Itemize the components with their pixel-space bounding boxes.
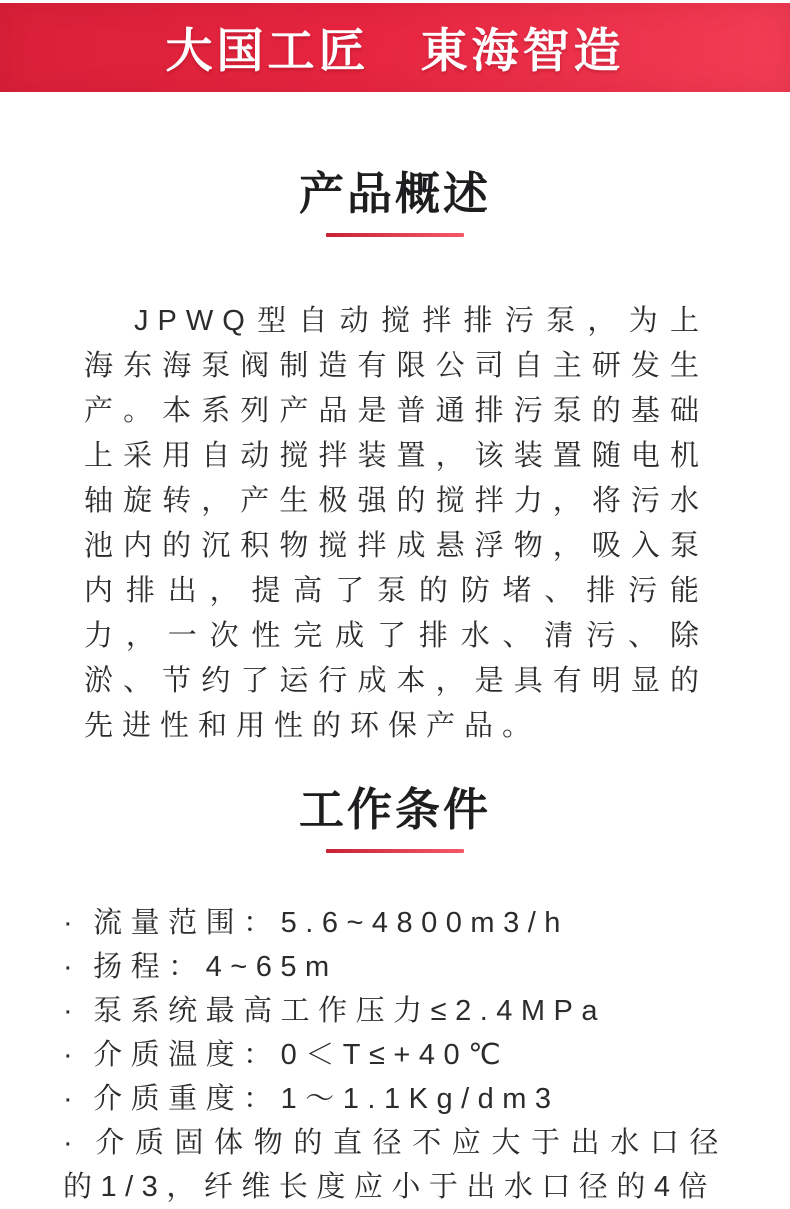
list-item [63, 1077, 727, 1121]
condition-medium-temperature: 介质温度：0＜T≤+40℃ [93, 1039, 510, 1071]
condition-head: 扬程：4~65m [93, 951, 338, 983]
bullet-marker: · [63, 1039, 82, 1071]
banner-title: 大国工匠 東海智造 [165, 24, 625, 77]
bullet-marker: · [63, 1127, 82, 1159]
conditions-section-title: 工作条件 [298, 784, 491, 835]
condition-solid-size: 介质固体物的直径不应大于出水口径的1/3，纤维长度应小于出水口径的4倍 [63, 1127, 727, 1203]
section-working-conditions [0, 784, 790, 1209]
list-item [63, 945, 727, 989]
conditions-list [63, 901, 727, 1209]
list-item [63, 989, 727, 1033]
bullet-marker: · [63, 1083, 82, 1115]
condition-flow-range: 流量范围：5.6~4800m3/h [93, 907, 569, 939]
bullet-marker: · [63, 907, 82, 939]
list-item [63, 1121, 727, 1209]
bullet-marker: · [63, 951, 82, 983]
title-underline-decoration [326, 849, 464, 853]
list-item [63, 901, 727, 945]
section-overview [0, 168, 790, 749]
bullet-marker: · [63, 995, 82, 1027]
title-underline-decoration [326, 233, 464, 237]
condition-max-pressure: 泵系统最高工作压力≤2.4MPa [93, 995, 607, 1027]
condition-medium-density: 介质重度：1～1.1Kg/dm3 [93, 1083, 560, 1115]
header-banner [0, 3, 790, 92]
list-item [63, 1033, 727, 1077]
product-detail-page [0, 3, 790, 1203]
overview-paragraph: JPWQ型自动搅拌排污泵，为上海东海泵阀制造有限公司自主研发生产。本系列产品是普通排污泵的基础上采用自动搅拌装置，该装置随电机轴旋转，产生极强的搅拌力，将污水池内的沉积物搅拌成悬浮物，吸入泵内排出，提高了泵的防堵、排污能力，一次性完成了排水、清污、除淤、节约了运行成本，是具有明显的先进性和用性的环保产品。 [84, 305, 708, 742]
overview-section-title: 产品概述 [298, 168, 491, 219]
